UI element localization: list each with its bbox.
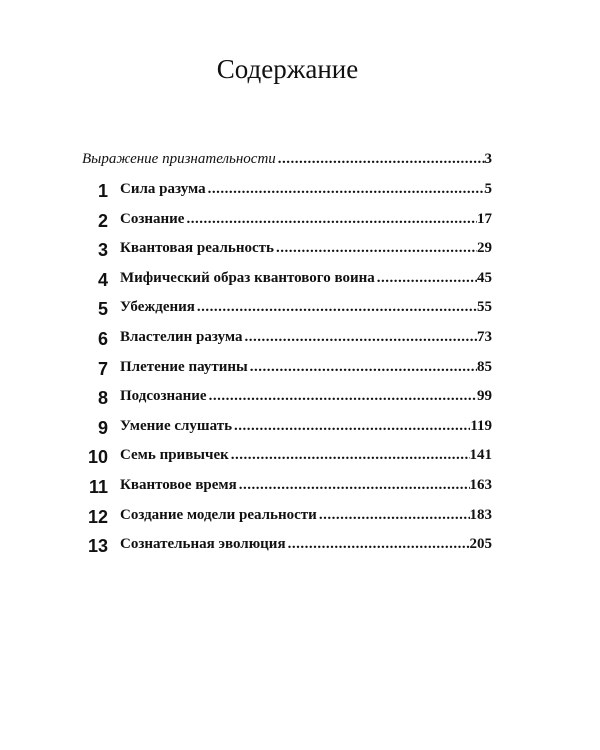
chapter-number: 4 — [97, 269, 108, 290]
toc-entry-page: 3 — [484, 151, 492, 167]
toc-entry-chapter-8[interactable] — [0, 388, 600, 412]
toc-entry-chapter-9[interactable] — [0, 418, 600, 442]
dot-leader — [229, 447, 470, 464]
toc-entry-title: Сознание — [120, 210, 185, 227]
toc-entry-page: 183 — [469, 506, 492, 523]
dot-leader — [375, 270, 477, 287]
toc-entry-chapter-7[interactable] — [0, 359, 600, 383]
toc-entry-title: Квантовое время — [120, 477, 237, 493]
chapter-number: 12 — [87, 506, 108, 527]
toc-entry-page: 73 — [477, 329, 492, 345]
toc-entry-title: Умение слушать — [120, 417, 232, 434]
dot-leader — [276, 151, 485, 168]
dot-leader — [243, 329, 477, 346]
toc-entry-chapter-3[interactable] — [0, 240, 600, 264]
chapter-number: 6 — [97, 329, 108, 349]
chapter-number: 2 — [97, 210, 108, 231]
toc-entry-chapter-2[interactable] — [0, 211, 600, 235]
dot-leader — [248, 359, 477, 376]
toc-entry-title: Выражение признательности — [82, 151, 276, 167]
toc-entry-title: Властелин разума — [120, 329, 243, 345]
toc-entry-page: 119 — [470, 417, 492, 434]
chapter-number: 11 — [88, 477, 108, 497]
toc-entry-chapter-12[interactable] — [0, 507, 600, 531]
toc-entry-chapter-1[interactable] — [0, 181, 600, 205]
chapter-number: 10 — [87, 447, 108, 468]
toc-entry-page: 205 — [469, 536, 492, 553]
dot-leader — [195, 299, 477, 316]
toc-entry-chapter-6[interactable] — [0, 329, 600, 353]
toc-entry-title: Убеждения — [120, 299, 195, 316]
dot-leader — [232, 418, 470, 435]
toc-entry-page: 5 — [484, 181, 492, 197]
toc-entry-chapter-13[interactable] — [0, 536, 600, 560]
dot-leader — [274, 240, 477, 257]
chapter-number: 7 — [97, 358, 108, 379]
chapter-number: 3 — [97, 240, 108, 261]
dot-leader — [206, 181, 485, 198]
dot-leader — [184, 211, 477, 228]
toc-entry-page: 163 — [469, 477, 492, 493]
toc-entry-chapter-10[interactable] — [0, 447, 600, 471]
dot-leader — [237, 477, 470, 494]
page-title: Содержание — [216, 54, 359, 84]
toc-entry-title: Квантовая реальность — [120, 240, 274, 257]
chapter-number: 13 — [87, 536, 108, 557]
toc-entry-page: 29 — [477, 240, 492, 257]
chapter-number: 8 — [97, 388, 108, 409]
chapter-number: 1 — [97, 181, 108, 201]
toc-entry-title: Плетение паутины — [120, 358, 248, 375]
toc-entry-title: Создание модели реальности — [120, 506, 317, 523]
dot-leader — [207, 388, 477, 405]
toc-entry-title: Подсознание — [120, 388, 207, 405]
toc-entry-chapter-5[interactable] — [0, 299, 600, 323]
toc-entry-title: Семь привычек — [120, 447, 229, 464]
toc-entry-page: 85 — [477, 358, 492, 375]
toc-entry-title: Сознательная эволюция — [120, 536, 286, 553]
toc-entry-page: 17 — [477, 210, 492, 227]
toc-entry-page: 55 — [477, 299, 492, 316]
dot-leader — [286, 536, 470, 553]
chapter-number: 5 — [97, 299, 108, 320]
toc-entry-page: 141 — [469, 447, 492, 464]
toc-entry-chapter-11[interactable] — [0, 477, 600, 501]
chapter-number: 9 — [97, 417, 108, 438]
toc-entry-title: Сила разума — [120, 181, 206, 197]
dot-leader — [317, 507, 470, 524]
toc-entry-page: 45 — [477, 269, 492, 286]
toc-entry-chapter-4[interactable] — [0, 270, 600, 294]
toc-entry-title: Мифический образ квантового воина — [120, 269, 375, 286]
toc-entry-page: 99 — [477, 388, 492, 405]
